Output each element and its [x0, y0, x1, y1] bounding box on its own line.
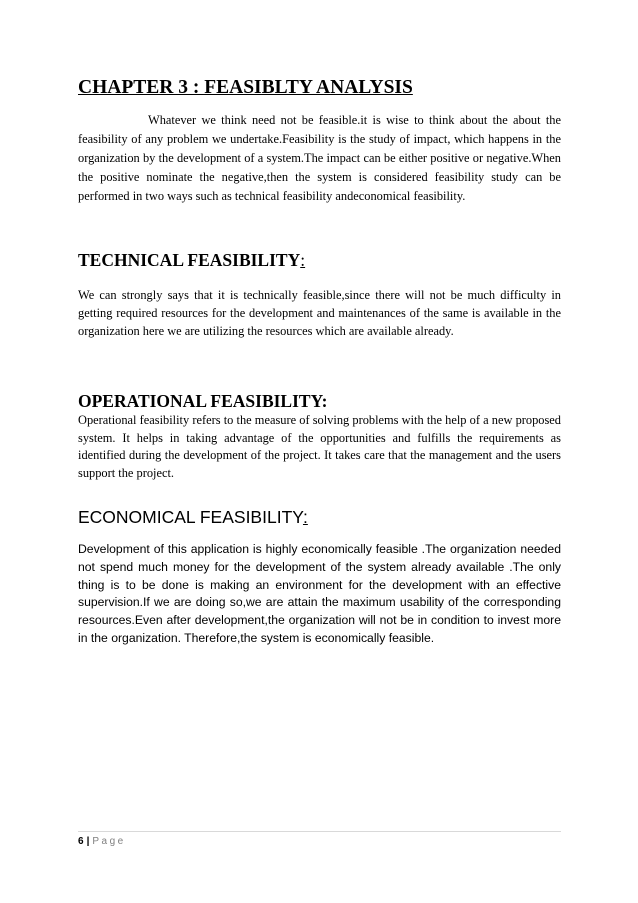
footer-separator: | [86, 836, 90, 847]
technical-heading-text: TECHNICAL FEASIBILITY [78, 250, 301, 270]
operational-feasibility-paragraph: Operational feasibility refers to the measure of solving problems with the help of a new proposed system. It helps in taking advantage of the opportunities and fulfills the requirements as identified during the development of the project. It takes care that the management and the users support the project. [78, 413, 561, 480]
operational-feasibility-heading: OPERATIONAL FEASIBILITY: [78, 391, 328, 411]
economical-feasibility-paragraph: Development of this application is highly economically feasible .The organization needed not spend much money for the development of the system already available .The only thing is to be done is making an environment for the development with an effective supervision.If we are doing so,we are attain the maximum usability of the corresponding resources.Even after development,the organization will not be in condition to invest more in the organization. Therefore,the system is economically feasible. [78, 542, 561, 645]
footer-divider [78, 831, 561, 832]
economical-heading-colon: : [302, 507, 308, 527]
page-number: 6 [78, 836, 84, 847]
economical-heading-text: ECONOMICAL FEASIBILITY [78, 507, 303, 527]
economical-feasibility-heading [78, 507, 308, 528]
technical-heading-colon: : [300, 250, 306, 270]
chapter-title: CHAPTER 3 : FEASIBLTY ANALYSIS [78, 77, 413, 98]
page-footer [78, 836, 126, 847]
intro-paragraph: Whatever we think need not be feasible.it is wise to think about the about the feasibility of any problem we undertake.Feasibility is the study of impact, which happens in the organization by the development of a system.The impact can be either positive or negative.When the positive nominate the negative,then the system is considered feasibility study can be performed in two ways such as technical feasibility andeconomical feasibility. [78, 113, 561, 203]
page-label: Page [92, 836, 126, 847]
technical-feasibility-paragraph: We can strongly says that it is technically feasible,since there will not be much difficulty in getting required resources for the development and maintenances of the same is available in the organization here we are utilizing the resources which are available already. [78, 288, 561, 338]
technical-feasibility-heading [78, 250, 305, 271]
